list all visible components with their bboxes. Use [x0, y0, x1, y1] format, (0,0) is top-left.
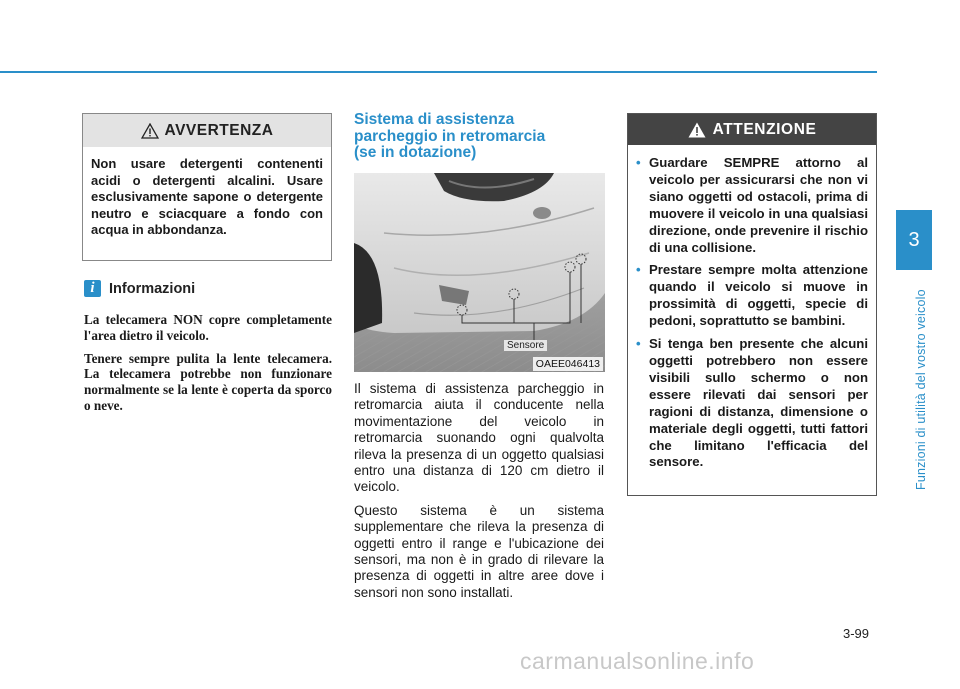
caution-item-text: Guardare SEMPRE attorno al veicolo per assicurarsi che non vi siano oggetti od ostacoli, prima di muovere il veicolo in una qualsiasi direzione, onde prevenire il rischio di una collisione. — [649, 155, 868, 255]
caution-header — [628, 114, 876, 145]
warning-header — [83, 114, 331, 147]
info-body — [84, 312, 332, 421]
watermark: carmanualsonline.info — [520, 648, 755, 674]
warning-box — [82, 113, 332, 261]
rear-bumper-sensor-photo — [354, 173, 605, 372]
info-paragraph: Tenere sempre pulita la lente telecamera. La telecamera potrebbe non funzionare normalmente se la lente è coperta da sporco o neve. — [84, 350, 332, 413]
caution-item — [636, 262, 868, 330]
section-paragraph: Il sistema di assistenza parcheggio in retromarcia aiuta il conducente nella movimentazione del veicolo in retromarcia suonando ogni qualvolta rileva la presenza di un oggetto qualsiasi entro una distanza di 120 cm dietro il veicolo. — [354, 381, 604, 495]
caution-item-text: Prestare sempre molta attenzione quando il veicolo si muove in prossimità di oggetti, specie di pedoni, soprattutto se bambini. — [649, 262, 868, 329]
chapter-side-title: Funzioni di utilità del vostro veicolo — [914, 289, 928, 490]
page-number: 3-99 — [843, 626, 870, 641]
sensor-label: Sensore — [504, 340, 547, 351]
warning-text: Non usare detergenti contenenti acidi o detergenti alcalini. Usare esclusivamente sapone o detergente neutro e sciacquare a fondo con acqua in abbondanza. — [91, 156, 323, 238]
bullet-icon: • — [636, 155, 641, 170]
section-title — [354, 112, 614, 162]
warning-triangle-outline-icon — [141, 123, 159, 139]
image-code: OAEE046413 — [533, 357, 603, 371]
caution-list — [628, 145, 876, 471]
section-title-line: Sistema di assistenza — [354, 111, 515, 128]
info-paragraph: La telecamera NON copre completamente l'area dietro il veicolo. — [84, 312, 332, 343]
warning-triangle-solid-icon — [688, 122, 706, 138]
section-title-line: (se in dotazione) — [354, 144, 477, 161]
caution-title: ATTENZIONE — [712, 120, 817, 138]
caution-item-text: Si tenga ben presente che alcuni oggetti potrebbero non essere visibili sullo schermo o non essere rilevati dai sensori per ragioni di distanza, dimensione o materiale degli oggetti, tutti fattori che limitano l'efficacia del sensore. — [649, 336, 868, 470]
warning-title: AVVERTENZA — [164, 121, 274, 139]
section-paragraph: Questo sistema è un sistema supplementare che rileva la presenza di oggetti entro il range e l'ubicazione dei sensori, ma non è in grado di rilevare la presenza di oggetti in altre aree dove i sensori non sono installati. — [354, 502, 604, 600]
header-rule — [0, 71, 877, 73]
info-heading — [84, 280, 195, 297]
section-body — [354, 381, 604, 608]
section-title-line: parcheggio in retromarcia — [354, 127, 546, 145]
caution-item — [636, 155, 868, 256]
car-rear-illustration — [354, 173, 605, 372]
bullet-icon: • — [636, 336, 641, 352]
chapter-tab: 3 — [896, 210, 932, 270]
caution-box — [627, 113, 877, 496]
caution-item — [636, 336, 868, 471]
bullet-icon: • — [636, 262, 641, 278]
info-title: Informazioni — [109, 280, 196, 297]
info-icon: i — [84, 280, 101, 297]
